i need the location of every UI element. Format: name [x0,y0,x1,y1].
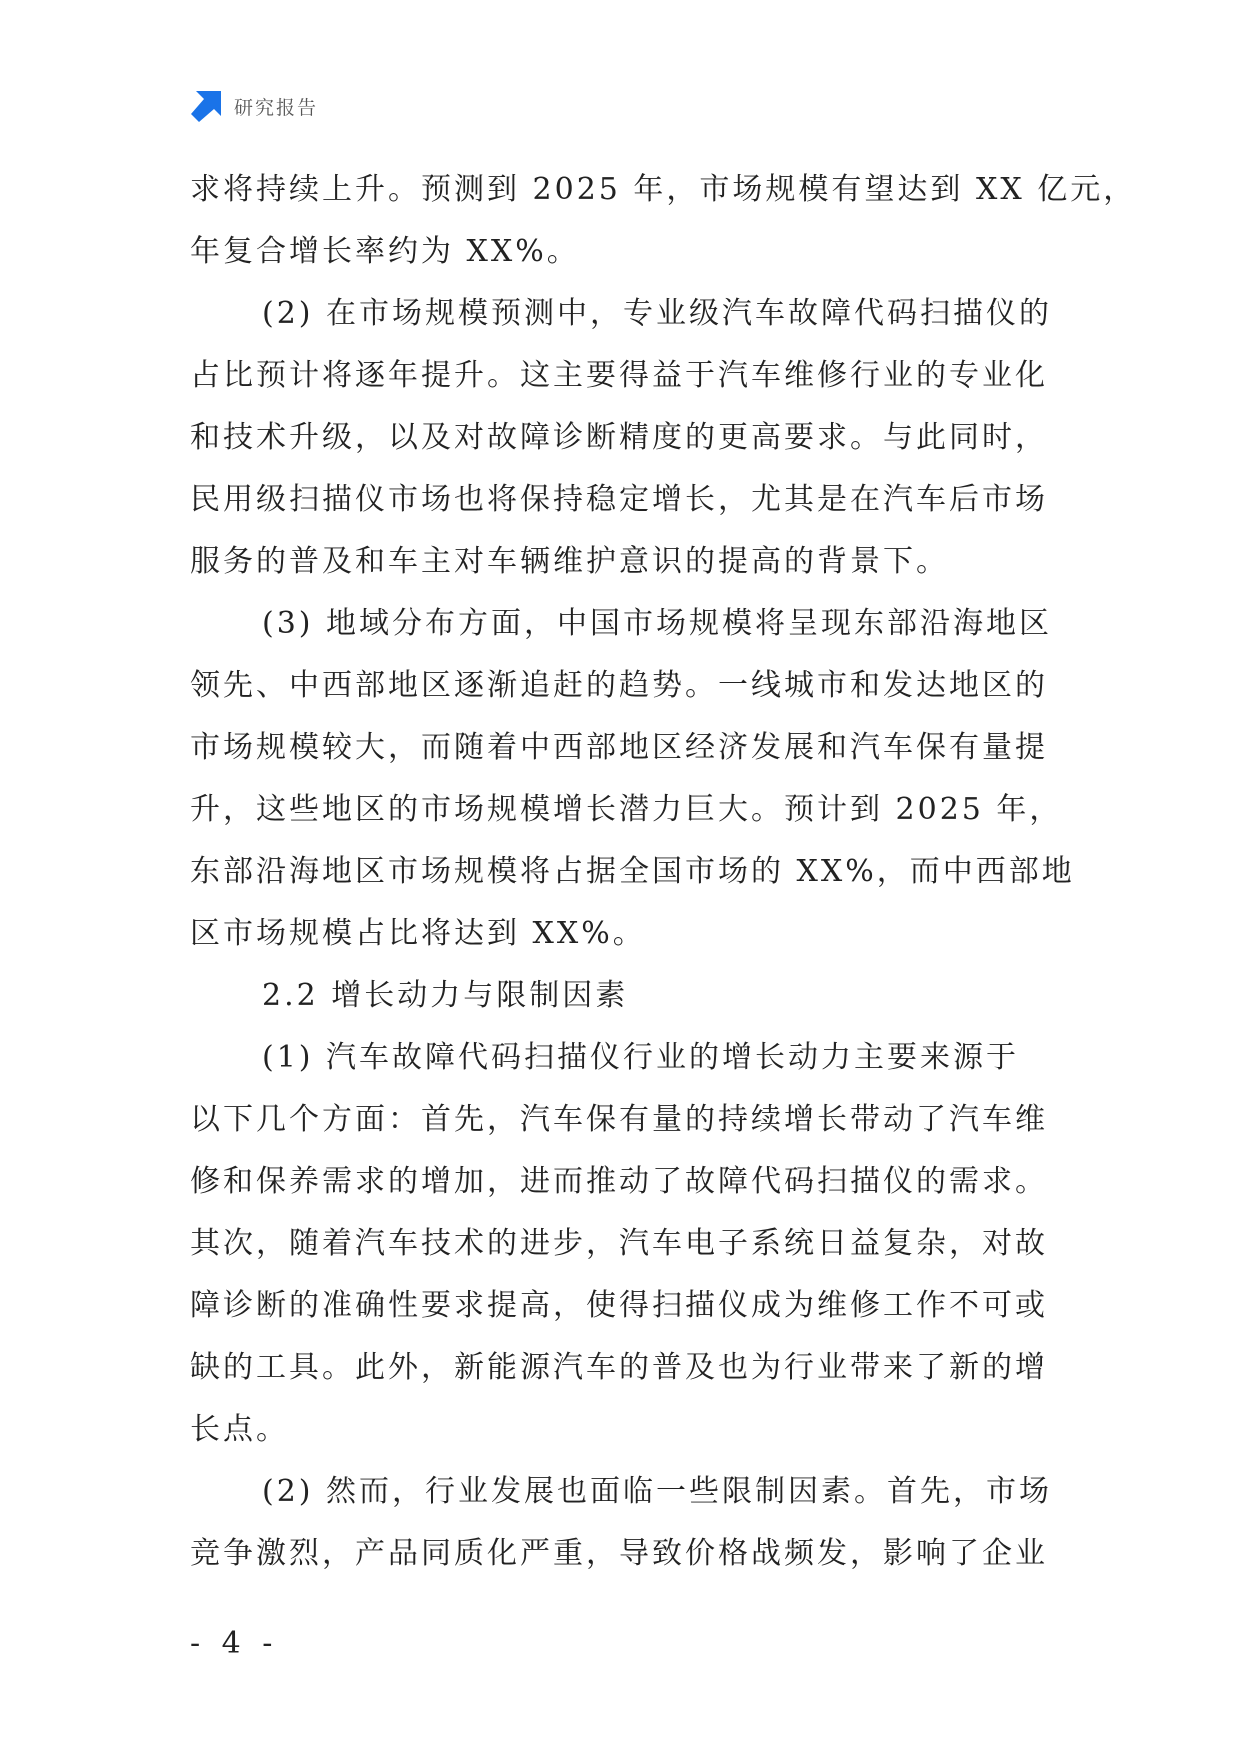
text-line: 年复合增长率约为 XX%。 [190,234,580,269]
text-line: 民用级扫描仪市场也将保持稳定增长，尤其是在汽车后市场 [190,482,1048,517]
text-line: 区市场规模占比将达到 XX%。 [190,916,646,951]
text-line: 以下几个方面：首先，汽车保有量的持续增长带动了汽车维 [190,1102,1048,1137]
paragraph-start-line: (3) 地域分布方面，中国市场规模将呈现东部沿海地区 [262,606,1053,641]
text-line: 障诊断的准确性要求提高，使得扫描仪成为维修工作不可或 [190,1288,1048,1323]
text-line: 其次，随着汽车技术的进步，汽车电子系统日益复杂，对故 [190,1226,1048,1261]
text-line: 长点。 [190,1412,289,1447]
text-line: 东部沿海地区市场规模将占据全国市场的 XX%，而中西部地 [190,854,1075,889]
text-line: 和技术升级，以及对故障诊断精度的更高要求。与此同时， [190,420,1048,455]
header-title: 研究报告 [234,96,319,119]
paragraph-start-line: (2) 然而，行业发展也面临一些限制因素。首先，市场 [262,1474,1053,1509]
arrow-up-right-icon [190,90,222,122]
paragraph-start-line: (1) 汽车故障代码扫描仪行业的增长动力主要来源于 [262,1040,1020,1075]
text-line: 升，这些地区的市场规模增长潜力巨大。预计到 2025 年， [190,792,1063,827]
text-line: 求将持续上升。预测到 2025 年，市场规模有望达到 XX 亿元， [190,172,1137,207]
text-line: 市场规模较大，而随着中西部地区经济发展和汽车保有量提 [190,730,1048,765]
document-body [190,159,1137,1585]
report-header [190,88,318,124]
paragraph-start-line: (2) 在市场规模预测中，专业级汽车故障代码扫描仪的 [262,296,1053,331]
text-line: 缺的工具。此外，新能源汽车的普及也为行业带来了新的增 [190,1350,1048,1385]
page-number: - 4 - [190,1626,279,1661]
text-line: 竞争激烈，产品同质化严重，导致价格战频发，影响了企业 [190,1536,1048,1571]
text-line: 服务的普及和车主对车辆维护意识的提高的背景下。 [190,544,949,579]
text-line: 占比预计将逐年提升。这主要得益于汽车维修行业的专业化 [190,358,1048,393]
text-line: 修和保养需求的增加，进而推动了故障代码扫描仪的需求。 [190,1164,1048,1199]
section-heading: 2.2 增长动力与限制因素 [262,978,629,1013]
text-line: 领先、中西部地区逐渐追赶的趋势。一线城市和发达地区的 [190,668,1048,703]
